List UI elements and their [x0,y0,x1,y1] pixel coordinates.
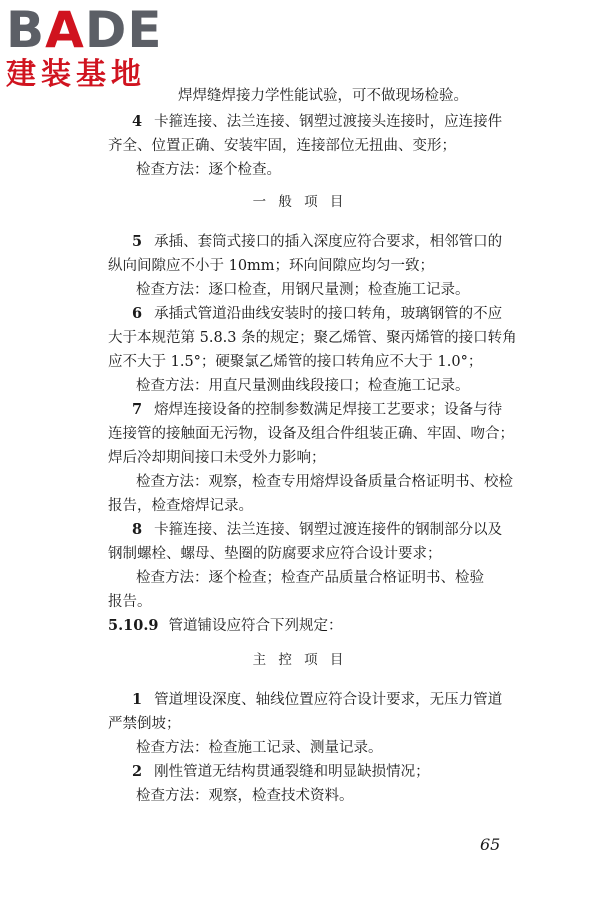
clause-item-6: 6 承插式管道沿曲线安装时的接口转角，玻璃钢管的不应 [132,305,503,322]
clause-item-1: 1 管道埋设深度、轴线位置应符合设计要求，无压力管道 [132,691,503,708]
text-line: 齐全、位置正确、安装牢固，连接部位无扭曲、变形； [108,138,456,154]
section-heading-main-control: 主 控 项 目 [252,652,348,668]
inspection-method: 检查方法：观察，检查专用熔焊设备质量合格证明书、校检 [136,474,513,490]
clause-item-4: 4 卡箍连接、法兰连接、钢塑过渡接头连接时，应连接件 [132,113,503,130]
clause-5-10-9: 5.10.9 管道铺设应符合下列规定： [108,617,343,634]
text-line: 大于本规范第 5.8.3 条的规定；聚乙烯管、聚丙烯管的接口转角 [108,330,517,346]
inspection-method: 检查方法：逐个检查。 [136,162,281,178]
inspection-method: 检查方法：检查施工记录、测量记录。 [136,740,383,756]
clause-item-2: 2 刚性管道无结构贯通裂缝和明显缺损情况； [132,763,430,780]
text-line: 报告，检查熔焊记录。 [108,498,253,514]
clause-item-7: 7 熔焊连接设备的控制参数满足焊接工艺要求；设备与待 [132,401,503,418]
text-line: 焊焊缝焊接力学性能试验，可不做现场检验。 [178,88,468,104]
inspection-method: 检查方法：观察，检查技术资料。 [136,788,354,804]
text-line: 应不大于 1.5°；硬聚氯乙烯管的接口转角应不大于 1.0°； [108,354,483,370]
logo-subtitle: 建装基地 [6,57,146,92]
text-line: 焊后冷却期间接口未受外力影响； [108,450,326,466]
logo-wordmark: BADE [6,1,163,59]
clause-item-8: 8 卡箍连接、法兰连接、钢塑过渡连接件的钢制部分以及 [132,521,503,538]
text-line: 纵向间隙应不小于 10mm；环向间隙应均匀一致； [108,258,435,274]
page-number: 65 [480,835,501,854]
text-line: 严禁倒坡； [108,716,181,732]
inspection-method: 检查方法：用直尺量测曲线段接口；检查施工记录。 [136,378,470,394]
bade-logo [6,1,186,100]
text-line: 报告。 [108,594,152,610]
clause-item-5: 5 承插、套筒式接口的插入深度应符合要求，相邻管口的 [132,233,503,250]
inspection-method: 检查方法：逐个检查；检查产品质量合格证明书、检验 [136,570,484,586]
inspection-method: 检查方法：逐口检查，用钢尺量测；检查施工记录。 [136,282,470,298]
text-line: 钢制螺栓、螺母、垫圈的防腐要求应符合设计要求； [108,546,442,562]
text-line: 连接管的接触面无污物，设备及组合件组装正确、牢固、吻合； [108,426,514,442]
section-heading-general: 一 般 项 目 [252,194,348,210]
